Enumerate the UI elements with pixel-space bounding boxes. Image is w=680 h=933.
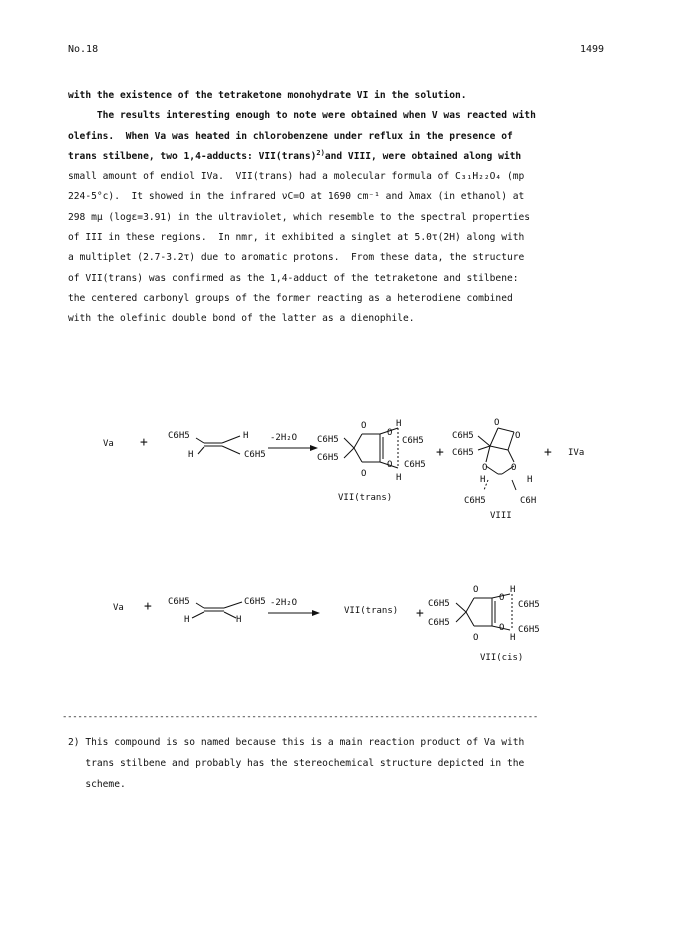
footnote-line-1: 2) This compound is so named because this is a main reaction product of Va with (68, 737, 525, 748)
prodB-o3: O (482, 463, 488, 473)
page-number: 1499 (580, 44, 605, 55)
body-line: with the existence of the tetraketone monohydrate VI in the solution. (68, 90, 467, 101)
prodB-h-right: H (527, 475, 533, 485)
prodA-ph-bot: C6H5 (317, 453, 339, 463)
olefin-h1: H (243, 431, 249, 441)
scheme1-plus: + (140, 435, 148, 450)
prodC-o2: O (473, 633, 479, 643)
prodB-h-left: H (480, 475, 486, 485)
scheme2-intermediate: VII(trans) (344, 606, 399, 616)
prodC-h2: H (510, 633, 516, 643)
olefin2-ph2: C6H5 (244, 597, 266, 607)
body-line: a multiplet (2.7-3.2τ) due to aromatic protons. From these data, the structure (68, 252, 525, 264)
footnote-rule: --------------------------------------------------------------------------------------------- (62, 712, 539, 722)
olefin2-h1: H (184, 615, 190, 625)
prodB-o4: O (511, 463, 517, 473)
prodA-o3: O (387, 428, 393, 438)
olefin2-h2: H (236, 615, 242, 625)
prodC-o3: O (499, 593, 505, 603)
prodC-o4: O (499, 623, 505, 633)
prodA-o2: O (361, 469, 367, 479)
prodB-ph-left: C6H5 (464, 496, 486, 506)
body-text (68, 86, 616, 330)
body-line: the centered carbonyl groups of the former reacting as a heterodiene combined (68, 292, 513, 304)
prodA-label: VII(trans) (338, 493, 393, 503)
footnote-line-2: trans stilbene and probably has the stereochemical structure depicted in the (68, 758, 525, 769)
body-line: 224-5°c). It showed in the infrared νC=O at 1690 cm⁻¹ and λmax (in ethanol) at (68, 191, 525, 203)
prodC-ph-bot: C6H5 (428, 618, 450, 628)
prodC-o1: O (473, 585, 479, 595)
prodB-o1: O (494, 418, 500, 428)
body-line: of III in these regions. In nmr, it exhibited a singlet at 5.0τ(2H) along with (68, 232, 525, 244)
reaction-scheme-1 (0, 410, 680, 530)
scheme1-reagent: -2H₂O (270, 433, 298, 443)
scheme2-reagent: -2H₂O (270, 598, 298, 608)
prodC-ring-ph-bot: C6H5 (518, 625, 540, 635)
body-line: with the olefinic double bond of the latter as a dienophile. (68, 313, 415, 325)
scheme2-plus2: + (416, 606, 424, 621)
journal-number: No.18 (68, 44, 99, 55)
body-line: 298 mμ (logε=3.91) in the ultraviolet, which resemble to the spectral properties (68, 211, 531, 223)
olefin-h2: H (188, 450, 194, 460)
body-line: of VII(trans) was confirmed as the 1,4-adduct of the tetraketone and stilbene: (68, 272, 519, 284)
prodB-ph-bot: C6H5 (452, 448, 474, 458)
prodC-ring-ph-top: C6H5 (518, 600, 540, 610)
prodB-ph-top: C6H5 (452, 431, 474, 441)
scheme2-reactant: Va (113, 603, 124, 613)
prodB-ph-right: C6H (520, 496, 537, 506)
prodA-ring-ph-bot: C6H5 (404, 460, 426, 470)
body-line: olefins. When Va was heated in chlorobenzene under reflux in the presence of (68, 130, 513, 142)
prodB-label: VIII (490, 511, 512, 521)
scheme1-plus2: + (436, 445, 444, 460)
scheme1-reactant: Va (103, 439, 114, 449)
scheme1-plus3: + (544, 445, 552, 460)
prodC-ph-top: C6H5 (428, 599, 450, 609)
body-line: The results interesting enough to note were obtained when V was reacted with (68, 110, 536, 122)
scheme1-byproduct: IVa (568, 448, 585, 458)
scheme2-plus: + (144, 599, 152, 614)
body-line: small amount of endiol IVa. VII(trans) had a molecular formula of C₃₁H₂₂O₄ (mp (68, 171, 525, 183)
reaction-scheme-2 (0, 580, 680, 670)
prodA-o1: O (361, 421, 367, 431)
prodA-h-top: H (396, 419, 402, 429)
footnote-line-3: scheme. (68, 779, 126, 790)
olefin2-ph1: C6H5 (168, 597, 190, 607)
prodC-h: H (510, 585, 516, 595)
body-line: trans stilbene, two 1,4-adducts: VII(trans)$^{2)}$and VIII, were obtained along with (68, 148, 522, 162)
olefin-ph1: C6H5 (168, 431, 190, 441)
prodA-h-bot: H (396, 473, 402, 483)
prodC-label: VII(cis) (480, 653, 524, 663)
prodA-o4: O (387, 460, 393, 470)
prodA-ring-ph-top: C6H5 (402, 436, 424, 446)
olefin-ph2: C6H5 (244, 450, 266, 460)
prodA-ph-top: C6H5 (317, 435, 339, 445)
prodB-o2: O (515, 431, 521, 441)
